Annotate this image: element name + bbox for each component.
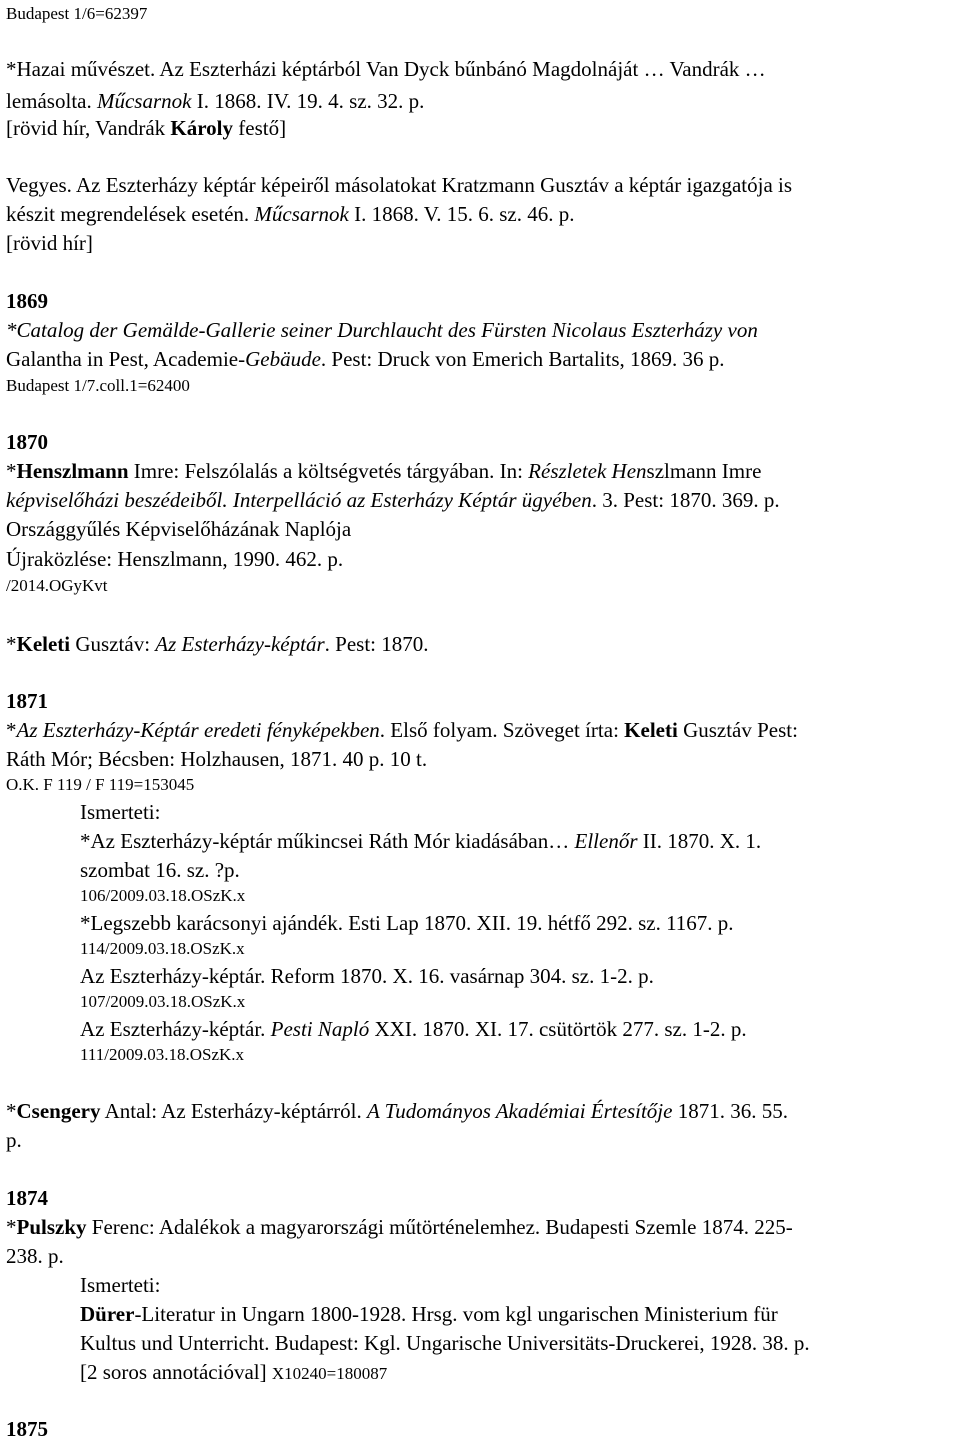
text-line (6, 287, 48, 316)
text-line (6, 687, 48, 716)
text-line (6, 630, 428, 659)
text-span: 111/2009.03.18.OSzK.x (80, 1045, 245, 1064)
text-line (80, 1329, 810, 1358)
text-span: lemásolta. (6, 89, 97, 113)
text-line (6, 55, 766, 84)
text-span: Gusztáv: (70, 632, 156, 656)
text-span: Országgyűlés Képviselőházának Naplója (6, 517, 352, 541)
text-span: Ismerteti: (80, 1273, 161, 1297)
text-span: [rövid hír, Vandrák (6, 116, 171, 140)
bold-text: Henszlmann (16, 459, 129, 483)
text-span: Antal: Az Esterházy-képtárról. (100, 1099, 367, 1123)
text-line (6, 345, 725, 374)
italic-text: Ellenőr (574, 829, 638, 853)
text-line (80, 827, 761, 856)
text-line (6, 575, 108, 597)
text-line (80, 909, 734, 938)
text-span: *Legszebb karácsonyi ajándék. Esti Lap 1870. XII. 19. hétfő 292. sz. 1167. p. (80, 911, 734, 935)
text-line (6, 114, 286, 143)
text-span: Újraközlése: Henszlmann, 1990. 462. p. (6, 547, 344, 571)
text-line (6, 1097, 788, 1126)
text-span: Az Eszterházy-képtár. Reform 1870. X. 16. vasárnap 304. sz. 1-2. p. (80, 964, 654, 988)
text-line (6, 545, 343, 574)
text-line (80, 991, 245, 1013)
text-line (6, 316, 758, 345)
text-span: I. 1868. V. 15. 6. sz. 46. p. (348, 202, 575, 226)
italic-text: képviselőházi beszédeiből. Interpelláció az Esterházy Képtár ügyében (6, 488, 592, 512)
italic-text: A Tudományos Akadémiai Értesítője (366, 1099, 673, 1123)
bold-text: Keleti (16, 632, 71, 656)
italic-text: Pesti Napló (270, 1017, 370, 1041)
text-span: *Hazai művészet. Az Eszterházi képtárból Van Dyck bűnbánó Magdolnáját … Vandrák … (6, 57, 766, 81)
bold-text: 1875 (6, 1417, 48, 1441)
italic-text: Az Esterházy-képtár (155, 632, 325, 656)
text-span: * (6, 1215, 17, 1239)
text-span: Vegyes. Az Eszterházy képtár képeiről másolatokat Kratzmann Gusztáv a képtár igazgatója is (6, 173, 793, 197)
italic-text: Műcsarnok (254, 202, 349, 226)
text-span: szlmann Imre (646, 459, 762, 483)
text-line (80, 885, 245, 907)
text-line (6, 3, 147, 25)
text-line (80, 1044, 244, 1066)
text-line (80, 1358, 387, 1388)
text-span: -Literatur in Ungarn 1800-1928. Hrsg. vom kgl ungarischen Ministerium für (134, 1302, 778, 1326)
text-span: /2014.OGyKvt (6, 576, 108, 595)
text-span: Galantha in Pest, Academie- (6, 347, 246, 371)
text-line (6, 457, 761, 486)
text-line (6, 745, 427, 774)
text-span: Ráth Mór; Bécsben: Holzhausen, 1871. 40 p. 10 t. (6, 747, 428, 771)
text-line (6, 200, 574, 229)
text-span: 114/2009.03.18.OSzK.x (80, 939, 245, 958)
text-span: Kultus und Unterricht. Budapest: Kgl. Ungarische Universitäts-Druckerei, 1928. 38. p. (80, 1331, 810, 1355)
text-line (6, 1126, 22, 1155)
bold-text: 1874 (6, 1186, 48, 1210)
text-span: szombat 16. sz. ?p. (80, 858, 240, 882)
text-line (6, 375, 190, 397)
text-span: XXI. 1870. XI. 17. csütörtök 277. sz. 1-2. p. (369, 1017, 747, 1041)
text-span: [rövid hír] (6, 231, 93, 255)
text-span: . Első folyam. Szöveget írta: (379, 718, 625, 742)
text-line (80, 856, 240, 885)
bold-text: Pulszky (16, 1215, 87, 1239)
text-span: Az Eszterházy-képtár. (80, 1017, 271, 1041)
bold-text: Keleti (624, 718, 678, 742)
text-line (6, 1184, 48, 1213)
text-span: II. 1870. X. 1. (637, 829, 762, 853)
text-line (6, 428, 48, 457)
text-line (80, 938, 245, 960)
text-line (6, 1242, 64, 1271)
text-span: . 3. Pest: 1870. 369. p. (591, 488, 780, 512)
text-span: Gusztáv Pest: (677, 718, 798, 742)
text-line (80, 1015, 747, 1044)
bold-text: Csengery (16, 1099, 101, 1123)
text-span: p. (6, 1128, 22, 1152)
text-span: 1871. 36. 55. (672, 1099, 788, 1123)
text-span: festő] (233, 116, 287, 140)
text-span: Budapest 1/6=62397 (6, 4, 148, 23)
italic-text: *Catalog der Gemälde-Gallerie seiner Durchlaucht des Fürsten Nicolaus Eszterházy von (6, 318, 758, 342)
bold-text: 1870 (6, 430, 48, 454)
text-span: I. 1868. IV. 19. 4. sz. 32. p. (191, 89, 425, 113)
text-span: . Pest: 1870. (324, 632, 429, 656)
text-line (6, 515, 351, 544)
text-line (6, 716, 798, 745)
italic-text: Az Eszterházy-Képtár eredeti fényképekben (16, 718, 380, 742)
text-line (80, 1300, 778, 1329)
text-span: X10240=180087 (271, 1364, 388, 1383)
text-span: 107/2009.03.18.OSzK.x (80, 992, 246, 1011)
text-line (6, 486, 780, 515)
text-span: Imre: Felszólalás a költségvetés tárgyában. In: (128, 459, 529, 483)
text-line (6, 87, 424, 116)
text-line (80, 798, 160, 827)
bold-text: Dürer (80, 1302, 135, 1326)
italic-text: Részletek Hen (528, 459, 647, 483)
text-line (80, 962, 654, 991)
text-span: [2 soros annotációval] (80, 1360, 272, 1384)
text-span: 238. p. (6, 1244, 64, 1268)
text-line (80, 1271, 160, 1300)
text-line (6, 774, 194, 796)
text-line (6, 171, 792, 200)
text-span: 106/2009.03.18.OSzK.x (80, 886, 246, 905)
italic-text: Gebäude (245, 347, 321, 371)
text-span: * (6, 1099, 17, 1123)
text-line (6, 1415, 48, 1444)
bold-text: Károly (170, 116, 234, 140)
text-span: . Pest: Druck von Emerich Bartalits, 1869. 36 p. (320, 347, 725, 371)
text-span: * (6, 632, 17, 656)
text-span: *Az Eszterházy-képtár műkincsei Ráth Mór kiadásában… (80, 829, 575, 853)
text-span: készit megrendelések esetén. (6, 202, 255, 226)
text-span: Ismerteti: (80, 800, 161, 824)
text-span: Ferenc: Adalékok a magyarországi műtörténelemhez. Budapesti Szemle 1874. 225- (86, 1215, 793, 1239)
text-span: * (6, 718, 17, 742)
italic-text: Műcsarnok (96, 89, 192, 113)
bold-text: 1869 (6, 289, 48, 313)
bold-text: 1871 (6, 689, 48, 713)
text-line (6, 1213, 793, 1242)
text-span: O.K. F 119 / F 119=153045 (6, 775, 195, 794)
text-line (6, 229, 93, 258)
text-span: Budapest 1/7.coll.1=62400 (6, 376, 190, 395)
text-span: * (6, 459, 17, 483)
